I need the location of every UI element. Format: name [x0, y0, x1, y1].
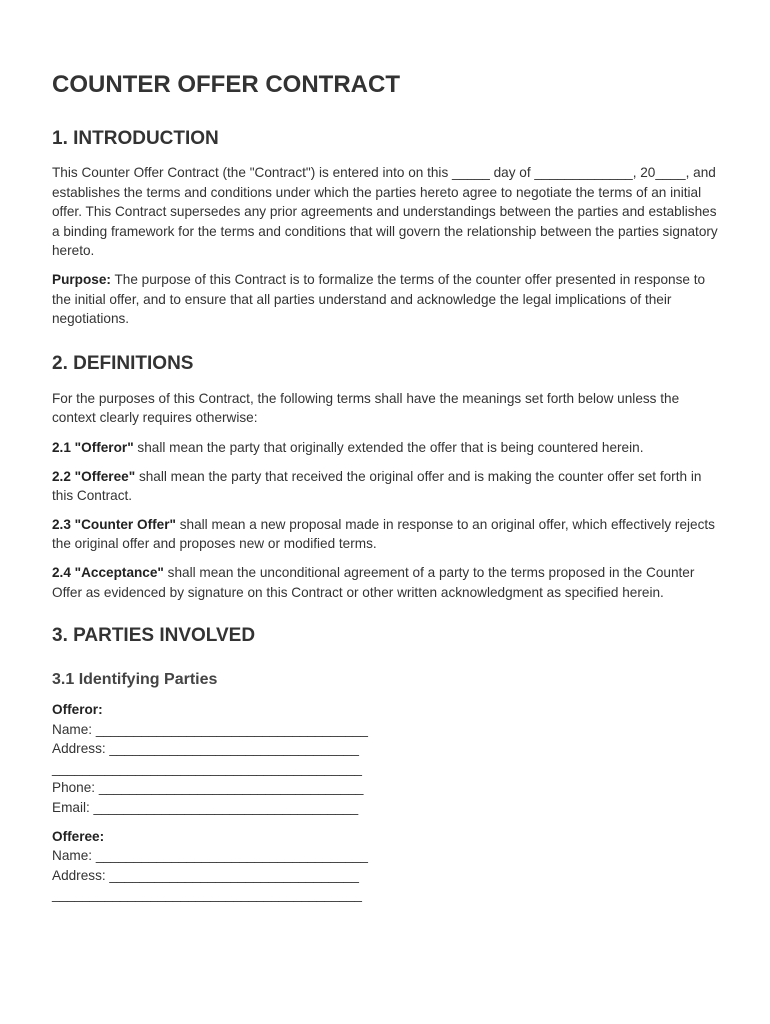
purpose-text: The purpose of this Contract is to formalize the terms of the counter offer presented in response to the initial offer, and to ensure that all parties understand and acknowledge the legal implications of their negotiations.	[52, 271, 706, 327]
subsection-heading-identifying-parties: 3.1 Identifying Parties	[52, 671, 218, 689]
offeror-phone-field[interactable]: Phone: ___________________________________	[52, 780, 364, 796]
offeree-label: Offeree:	[52, 828, 105, 844]
offeree-name-field[interactable]: Name: ____________________________________	[52, 848, 368, 864]
offeror-label: Offeror:	[52, 702, 103, 718]
section-heading-introduction: 1. INTRODUCTION	[52, 128, 219, 149]
section-heading-definitions: 2. DEFINITIONS	[52, 352, 194, 374]
definition-text: shall mean the party that originally extended the offer that is being countered herein.	[133, 439, 644, 455]
definition-text: shall mean a new proposal made in response to an original offer, which effectively rejects the original offer and proposes new or modified terms.	[52, 516, 715, 552]
definition-offeree	[52, 467, 724, 506]
document-content	[52, 68, 724, 905]
offeror-address-field[interactable]: Address: _________________________________	[52, 741, 359, 757]
definition-counter-offer	[52, 515, 724, 554]
offeror-block	[52, 700, 724, 818]
definition-term: 2.3 "Counter Offer"	[52, 516, 176, 532]
definition-text: shall mean the party that received the original offer and is making the counter offer set forth in this Contract.	[52, 468, 702, 504]
offeree-address-field[interactable]: Address: _________________________________	[52, 867, 359, 883]
definition-term: 2.1 "Offeror"	[52, 439, 134, 455]
offeree-block	[52, 827, 724, 905]
purpose-paragraph	[52, 270, 724, 329]
definition-term: 2.2 "Offeree"	[52, 468, 136, 484]
offeror-email-field[interactable]: Email: ___________________________________	[52, 800, 359, 816]
offeror-name-field[interactable]: Name: ____________________________________	[52, 721, 368, 737]
intro-paragraph: This Counter Offer Contract (the "Contract") is entered into on this _____ day of _____________, 20____, and establishes the terms and conditions under which the parties hereto agree to negotiate the terms of an initial offer. This Contract supersedes any prior agreements and understandings between the parties and establishes a binding framework for the terms and conditions that will govern the relationship between the parties signatory hereto.	[52, 165, 718, 259]
definition-term: 2.4 "Acceptance"	[52, 564, 164, 580]
section-heading-parties: 3. PARTIES INVOLVED	[52, 625, 256, 647]
definition-offeror	[52, 438, 724, 458]
definition-acceptance	[52, 563, 724, 602]
purpose-label: Purpose:	[52, 271, 111, 287]
offeror-address-line2-field[interactable]: _________________________________________	[52, 760, 362, 776]
document-title: COUNTER OFFER CONTRACT	[52, 71, 400, 98]
offeree-address-line2-field[interactable]: _________________________________________	[52, 887, 362, 903]
definition-text: shall mean the unconditional agreement of a party to the terms proposed in the Counter Offer as evidenced by signature on this Contract or other written acknowledgment as specified herein.	[52, 564, 695, 600]
definitions-intro: For the purposes of this Contract, the following terms shall have the meanings set forth below unless the context clearly requires otherwise:	[52, 390, 680, 426]
